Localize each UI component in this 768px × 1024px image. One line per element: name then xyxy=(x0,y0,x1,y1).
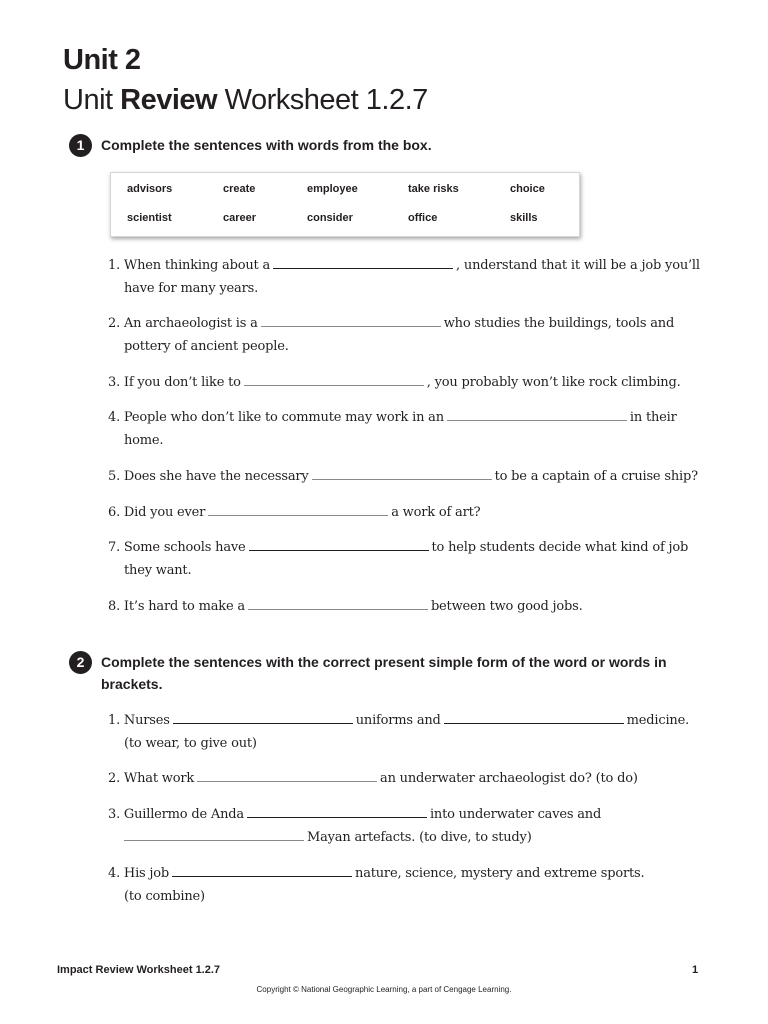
word-box-word: create xyxy=(223,183,256,195)
answer-blank[interactable] xyxy=(124,828,304,841)
word-box-word: office xyxy=(408,212,438,224)
answer-blank[interactable] xyxy=(172,864,352,877)
exercise-2-item-2 xyxy=(108,767,713,790)
item-text: , understand that it will be a job you’ll xyxy=(456,258,700,273)
item-text: a work of art? xyxy=(391,505,481,520)
item-text: Mayan artefacts. (to dive, to study) xyxy=(307,830,532,845)
item-text: 2. What work xyxy=(108,771,195,786)
answer-blank[interactable] xyxy=(208,503,388,516)
item-text: uniforms and xyxy=(355,713,441,728)
answer-blank[interactable] xyxy=(247,805,427,818)
item-text: 2. An archaeologist is a xyxy=(108,316,258,331)
item-text: 8. It’s hard to make a xyxy=(108,599,245,614)
item-text: 3. Guillermo de Anda xyxy=(108,807,244,822)
answer-blank[interactable] xyxy=(312,467,492,480)
answer-blank[interactable] xyxy=(197,769,377,782)
item-text: 7. Some schools have xyxy=(108,540,246,555)
exercise-1-item-5 xyxy=(108,465,713,488)
exercise-1-item-3 xyxy=(108,371,713,394)
worksheet-title-suffix: Worksheet 1.2.7 xyxy=(217,84,428,116)
item-text: (to wear, to give out) xyxy=(124,736,257,751)
exercise-1-item-1 xyxy=(108,254,713,300)
item-text: into underwater caves and xyxy=(429,807,602,822)
exercise-1-item-6 xyxy=(108,501,713,524)
word-box xyxy=(110,172,580,237)
exercise-1-item-8 xyxy=(108,595,713,618)
item-text: between two good jobs. xyxy=(430,599,583,614)
word-box-word: advisors xyxy=(127,183,173,195)
section-2-instruction xyxy=(101,651,721,695)
word-box-word: skills xyxy=(510,212,538,224)
instruction-line: Complete the sentences with the correct present simple form of the word or words in xyxy=(101,654,667,670)
item-text: who studies the buildings, tools and xyxy=(443,316,675,331)
section-2-number-badge: 2 xyxy=(69,651,92,674)
unit-title: Unit 2 xyxy=(63,44,141,76)
answer-blank[interactable] xyxy=(447,408,627,421)
item-text: in their xyxy=(629,410,677,425)
item-text: 4. His job xyxy=(108,866,170,881)
item-text: medicine. xyxy=(626,713,690,728)
exercise-1-item-4 xyxy=(108,406,713,452)
word-box-word: choice xyxy=(510,183,545,195)
answer-blank[interactable] xyxy=(248,597,428,610)
worksheet-title-prefix: Unit xyxy=(63,84,121,116)
item-text: 6. Did you ever xyxy=(108,505,206,520)
word-box-word: scientist xyxy=(127,212,172,224)
item-text: (to combine) xyxy=(124,889,205,904)
item-text: nature, science, mystery and extreme sports. xyxy=(355,866,645,881)
section-1-number-badge: 1 xyxy=(69,134,92,157)
item-text: home. xyxy=(124,433,164,448)
worksheet-title xyxy=(63,84,428,117)
item-text: to be a captain of a cruise ship? xyxy=(494,469,698,484)
item-text: 3. If you don’t like to xyxy=(108,375,241,390)
item-text: they want. xyxy=(124,563,192,578)
answer-blank[interactable] xyxy=(173,711,353,724)
exercise-2-item-4 xyxy=(108,862,713,908)
item-text: 4. People who don’t like to commute may work in an xyxy=(108,410,444,425)
worksheet-title-bold: Review xyxy=(120,84,218,116)
answer-blank[interactable] xyxy=(273,256,453,269)
section-1-instruction: Complete the sentences with words from the box. xyxy=(101,137,432,153)
copyright-notice: Copyright © National Geographic Learning, a part of Cengage Learning. xyxy=(256,985,512,994)
item-text: pottery of ancient people. xyxy=(124,339,289,354)
instruction-line: brackets. xyxy=(101,676,163,692)
answer-blank[interactable] xyxy=(244,373,424,386)
word-box-word: consider xyxy=(307,212,353,224)
exercise-1-item-2 xyxy=(108,312,713,358)
item-text: 5. Does she have the necessary xyxy=(108,469,309,484)
word-box-word: employee xyxy=(307,183,358,195)
footer-title: Impact Review Worksheet 1.2.7 xyxy=(57,964,221,976)
answer-blank[interactable] xyxy=(444,711,624,724)
exercise-2-item-1 xyxy=(108,709,713,755)
item-text: 1. When thinking about a xyxy=(108,258,271,273)
word-box-word: take risks xyxy=(408,183,459,195)
exercise-2-item-3 xyxy=(108,803,713,849)
exercise-1-item-7 xyxy=(108,536,713,582)
item-text: 1. Nurses xyxy=(108,713,170,728)
page-number: 1 xyxy=(692,964,699,976)
item-text: to help students decide what kind of job xyxy=(431,540,689,555)
answer-blank[interactable] xyxy=(261,314,441,327)
answer-blank[interactable] xyxy=(249,538,429,551)
item-text: an underwater archaeologist do? (to do) xyxy=(380,771,638,786)
word-box-word: career xyxy=(223,212,257,224)
item-text: have for many years. xyxy=(124,281,259,296)
item-text: , you probably won’t like rock climbing. xyxy=(426,375,681,390)
